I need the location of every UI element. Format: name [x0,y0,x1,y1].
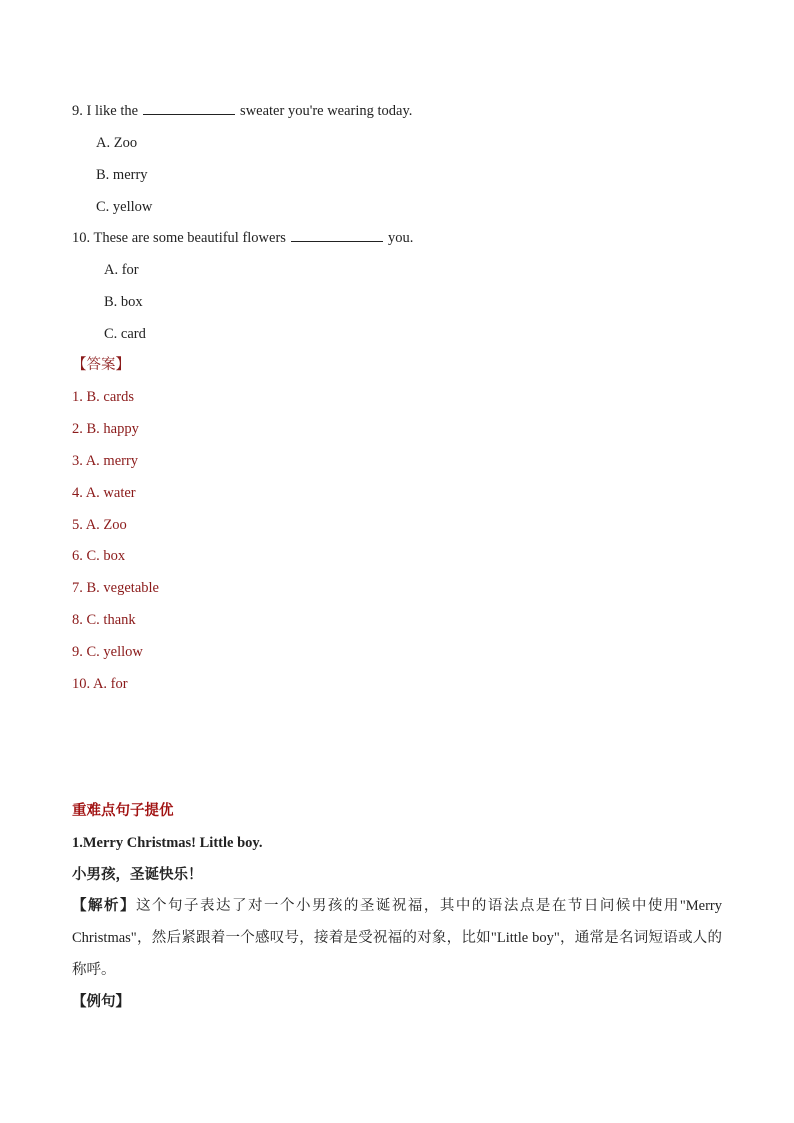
key-sentence: 1.Merry Christmas! Little boy. [72,835,263,851]
question-9-option-c: C. yellow [96,199,153,215]
question-10-stem [72,228,413,248]
answer-item: 7. B. vegetable [72,580,159,596]
analysis-quote-1: "Merry Christmas" [72,898,722,946]
answer-item: 3. A. merry [72,453,139,469]
question-10-option-b: B. box [104,294,143,310]
analysis-text-1: 这个句子表达了对一个小男孩的圣诞祝福，其中的语法点是在节日问候中使用 [135,898,680,914]
question-10-blank [291,228,383,242]
analysis-quote-2: "Little boy" [490,930,560,946]
answer-item: 2. B. happy [72,421,139,437]
analysis-text-3: ，通常是名词短语或人的称呼。 [72,930,723,978]
question-10-stem-after: you. [387,230,414,246]
analysis-paragraph [72,890,722,986]
question-9-stem-after: sweater you're wearing today. [240,103,413,119]
question-10-option-c: C. card [104,326,146,342]
answer-item: 8. C. thank [72,612,136,628]
answer-item: 4. A. water [72,485,136,501]
question-10-option-a: A. for [104,262,139,278]
question-9-stem-before: 9. I like the [72,103,139,119]
question-9-blank [143,101,235,115]
answer-item: 10. A. for [72,676,128,692]
answer-item: 1. B. cards [72,389,135,405]
answer-item: 6. C. box [72,548,126,564]
answer-heading: 【答案】 [72,357,130,373]
question-9-option-a: A. Zoo [96,135,138,151]
analysis-label: 【解析】 [72,898,136,914]
section-heading: 重难点句子提优 [72,803,174,819]
question-9-stem [72,101,412,121]
sentence-translation: 小男孩，圣诞快乐！ [72,867,203,883]
question-10-stem-before: 10. These are some beautiful flowers [72,230,286,246]
question-9-option-b: B. merry [96,167,148,183]
analysis-text-2: ，然后紧跟着一个感叹号，接着是受祝福的对象，比如 [136,930,491,946]
answer-item: 9. C. yellow [72,644,143,660]
example-label: 【例句】 [72,994,130,1010]
answer-item: 5. A. Zoo [72,517,127,533]
